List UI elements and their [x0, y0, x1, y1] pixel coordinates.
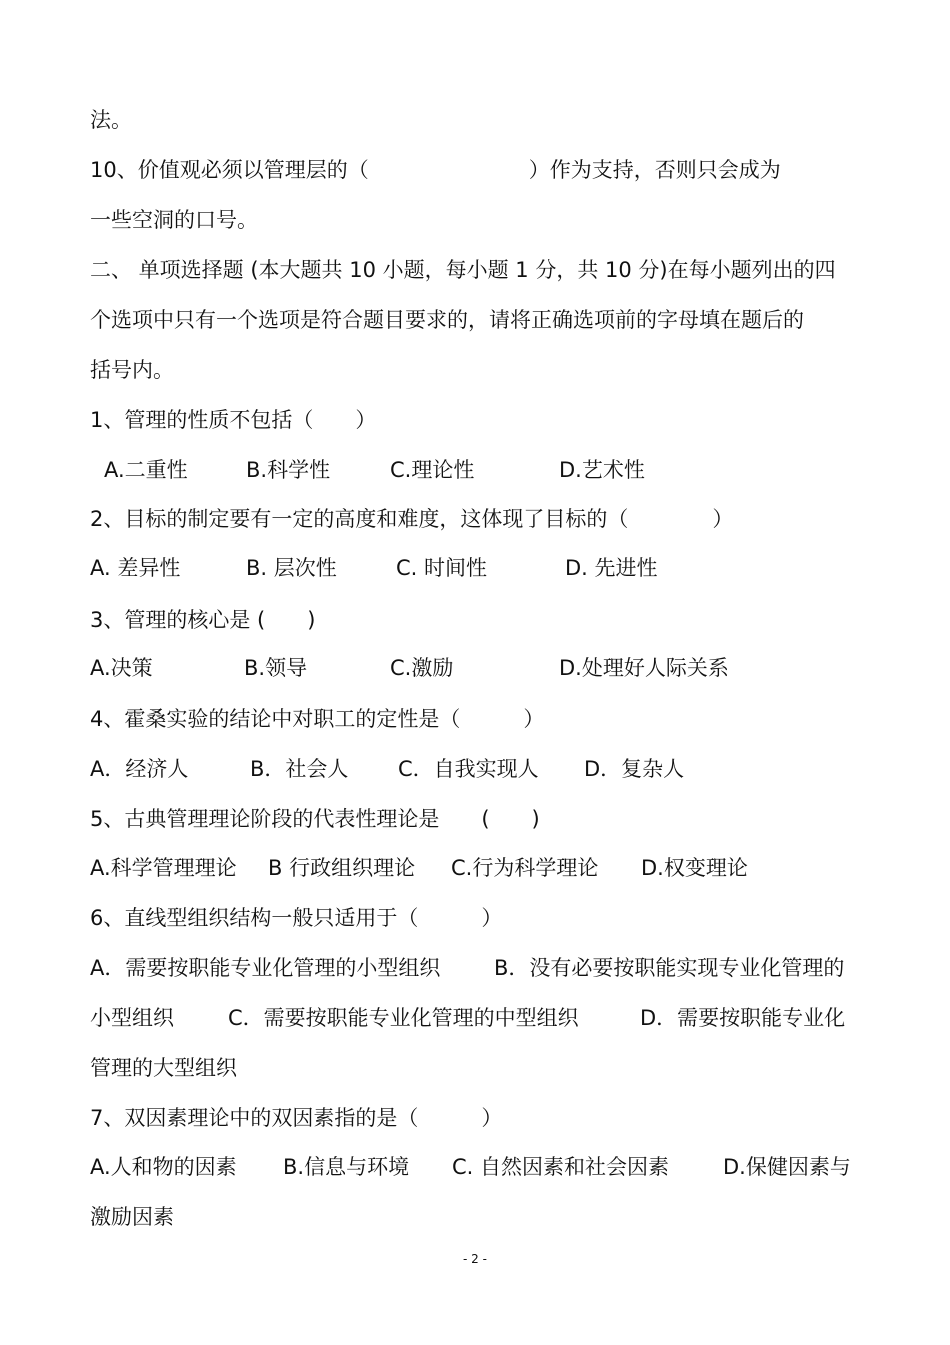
- fill-blank-question-10: [90, 158, 781, 182]
- option-b: B 行政组织理论: [268, 856, 416, 880]
- option-a: A．经济人: [90, 757, 189, 781]
- option-d: D. 先进性: [565, 556, 658, 580]
- option-b: B.科学性: [246, 458, 331, 482]
- option-a: A.人和物的因素: [90, 1155, 237, 1179]
- option-d: D.权变理论: [641, 856, 748, 880]
- option-b: B．没有必要按职能实现专业化管理的: [494, 956, 845, 980]
- question-stem: 2、目标的制定要有一定的高度和难度，这体现了目标的（ ）: [90, 507, 734, 531]
- section-instructions: 个选项中只有一个选项是符合题目要求的，请将正确选项前的字母填在题后的: [90, 308, 804, 332]
- question-10-prefix: 10、价值观必须以管理层的（: [90, 158, 369, 182]
- question-stem: 4、霍桑实验的结论中对职工的定性是（ ）: [90, 707, 545, 731]
- option-a: A. 差异性: [90, 556, 181, 580]
- option-a: A．需要按职能专业化管理的小型组织: [90, 956, 441, 980]
- option-c: C．需要按职能专业化管理的中型组织: [228, 1006, 579, 1030]
- option-d: D.保健因素与: [723, 1155, 851, 1179]
- question-stem: 7、双因素理论中的双因素指的是（ ）: [90, 1106, 503, 1130]
- option-c: C.激励: [390, 656, 454, 680]
- option-c: C．自我实现人: [398, 757, 539, 781]
- option-d: D.处理好人际关系: [559, 656, 729, 680]
- option-a: A.科学管理理论: [90, 856, 237, 880]
- option-b: B.信息与环境: [283, 1155, 410, 1179]
- option-d-continued: 管理的大型组织: [90, 1056, 237, 1080]
- option-d: D．需要按职能专业化: [640, 1006, 846, 1030]
- option-d: D.艺术性: [559, 458, 645, 482]
- option-b: B．社会人: [250, 757, 349, 781]
- page-number: - 2 -: [463, 1252, 487, 1266]
- option-a: A.二重性: [104, 458, 188, 482]
- option-c: C. 时间性: [396, 556, 488, 580]
- option-d-continued: 激励因素: [90, 1205, 174, 1229]
- question-stem: 1、管理的性质不包括（ ）: [90, 408, 377, 432]
- option-a: A.决策: [90, 656, 153, 680]
- option-c: C.理论性: [390, 458, 475, 482]
- question-10-suffix: ）作为支持，否则只会成为: [528, 158, 781, 182]
- option-b: B.领导: [244, 656, 308, 680]
- option-c: C.行为科学理论: [451, 856, 599, 880]
- option-c: C. 自然因素和社会因素: [452, 1155, 670, 1179]
- section-instructions-end: 括号内。: [90, 358, 174, 382]
- question-10-line2: 一些空洞的口号。: [90, 208, 258, 232]
- option-d: D．复杂人: [584, 757, 685, 781]
- continuation-text: 法。: [90, 108, 132, 132]
- option-b: B. 层次性: [246, 556, 337, 580]
- question-stem: 3、管理的核心是 ( ): [90, 608, 316, 632]
- option-b-continued: 小型组织: [90, 1006, 174, 1030]
- question-stem: 6、直线型组织结构一般只适用于（ ）: [90, 906, 503, 930]
- section-heading: 二、 单项选择题 (本大题共 10 小题，每小题 1 分，共 10 分)在每小题列出的四: [90, 258, 836, 282]
- question-stem: 5、古典管理理论阶段的代表性理论是 ( ): [90, 807, 540, 831]
